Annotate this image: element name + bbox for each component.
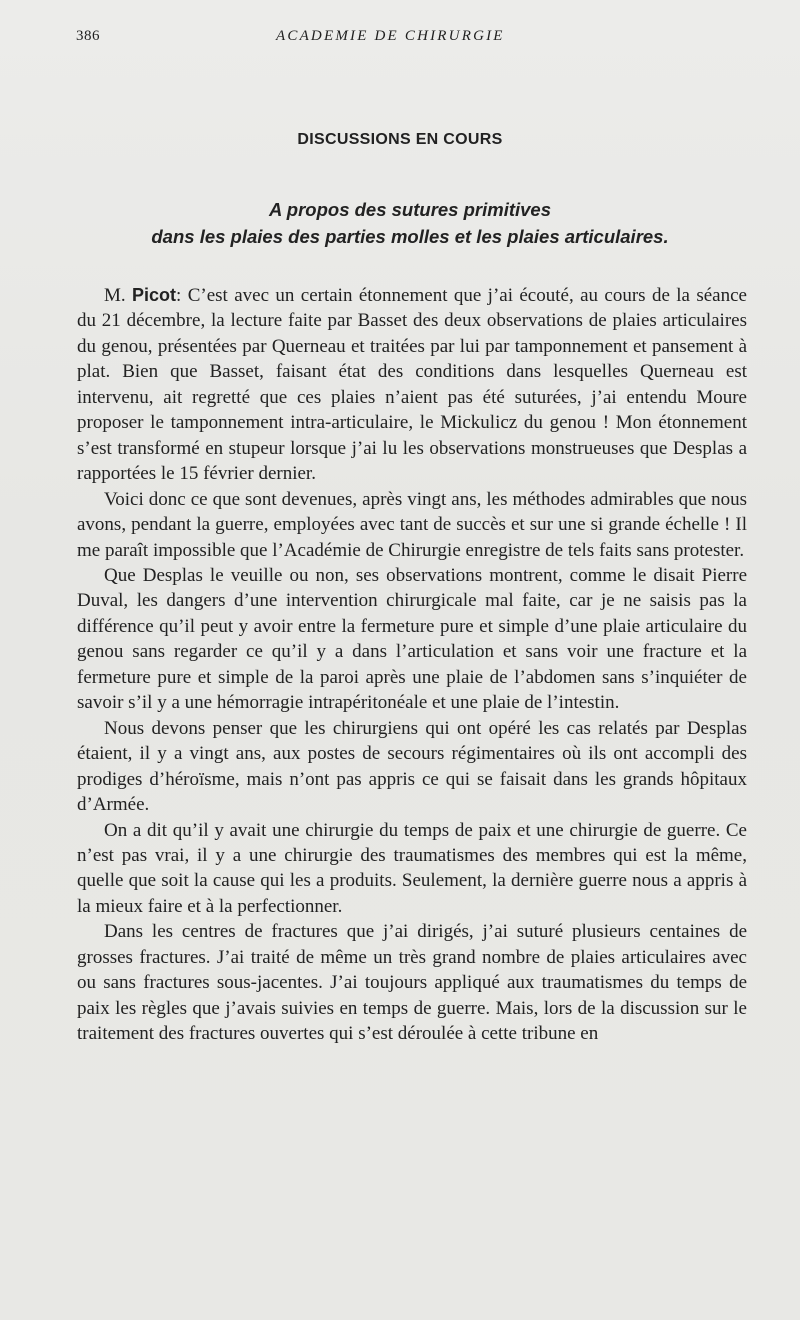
paragraph: Voici donc ce que sont devenues, après vingt ans, les méthodes admirables que nous avons, pendant la guerre, employées avec tant de succès et sur une si grande échelle ! Il me paraît impossible que l’Académie de Chirurgie enregistre de tels faits sans protester. — [77, 488, 747, 561]
section-heading: DISCUSSIONS EN COURS — [297, 131, 503, 148]
journal-title: ACADEMIE DE CHIRURGIE — [276, 28, 505, 44]
running-header — [76, 28, 736, 52]
paragraph-text: : C’est avec un certain étonnement que j’ai écouté, au cours de la séance du 21 décembre, la lecture faite par Basset des deux observations de plaies articulaires du genou, présentées par Querneau et traitées par lui par tamponnement et pansement à plat. Bien que Basset, faisant état des conditions dans lesquelles Querneau est intervenu, ait regretté que ces plaies n’aient pas été suturées, j’ai entendu Moure proposer le tamponnement intra-articulaire, le Mickulicz du genou ! Mon étonnement s’est transformé en stupeur lorsque j’ai lu les observations monstrueuses que Desplas a rapportées le 15 février dernier. — [77, 285, 747, 485]
article-subtitle-line-2: dans les plaies des parties molles et les plaies articulaires. — [151, 226, 669, 247]
article-subtitle-line-1: A propos des sutures primitives — [268, 199, 552, 220]
paragraph: Que Desplas le veuille ou non, ses observations montrent, comme le disait Pierre Duval, les dangers d’une intervention chirurgicale mal faite, car je ne saisis pas la différence qu’il peut y avoir entre la fermeture pure et simple d’une plaie articulaire du genou sans regarder ce qu’il y a dans l’articulation et sans voir une fracture et la fermeture pure et simple de la paroi après une plaie de l’abdomen sans s’inquiéter de savoir s’il y a une hémorragie intrapéritonéale et une plaie de l’intestin. — [77, 564, 747, 714]
article-body — [77, 283, 747, 1047]
page-number: 386 — [76, 28, 100, 44]
speaker-honorific: M. — [104, 285, 133, 306]
speaker-name: Picot — [132, 285, 177, 305]
paragraph: Dans les centres de fractures que j’ai dirigés, j’ai suturé plusieurs centaines de grosses fractures. J’ai traité de même un très grand nombre de plaies articulaires avec ou sans fractures sous-jacentes. J’ai toujours appliqué aux traumatismes du temps de paix les règles que j’avais suivies en temps de guerre. Mais, lors de la discussion sur le traitement des fractures ouvertes qui s’est déroulée à cette tribune en — [77, 921, 747, 1045]
paragraph: On a dit qu’il y avait une chirurgie du temps de paix et une chirurgie de guerre. Ce n’est pas vrai, il y a une chirurgie des traumatismes des membres qui est la même, quelle que soit la cause qui les a produits. Seulement, la dernière guerre nous a appris à la mieux faire et à la perfectionner. — [77, 819, 747, 917]
paragraph: Nous devons penser que les chirurgiens qui ont opéré les cas relatés par Desplas étaient, il y a vingt ans, aux postes de secours régimentaires où ils ont accompli des prodiges d’héroïsme, mais n’ont pas appris ce qui se faisait dans les grands hôpitaux d’Armée. — [77, 717, 747, 816]
paragraph — [77, 283, 747, 487]
